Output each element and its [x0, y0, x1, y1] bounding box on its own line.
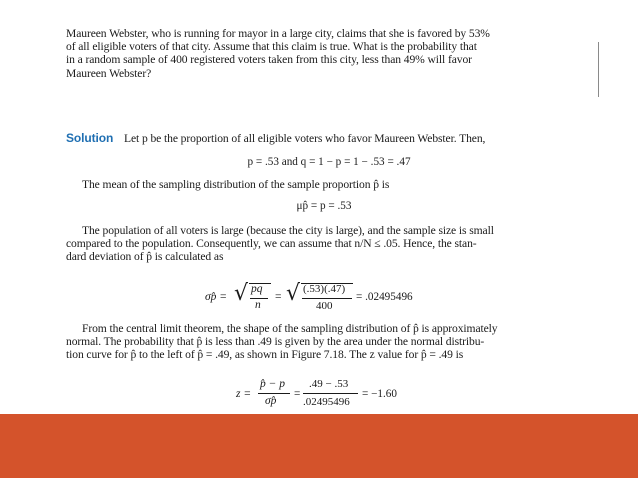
sd-eq: =: [275, 291, 282, 303]
z-den-1: σp̂: [265, 395, 277, 407]
z-result: = −1.60: [362, 388, 397, 400]
z-den-2: .02495496: [303, 396, 350, 408]
clt-line: normal. The probability that p̂ is less than .49 is given by the area under the normal distribu-: [66, 335, 485, 349]
solution-label: Solution: [66, 131, 114, 145]
z-num-1: p̂ − p: [260, 378, 286, 390]
equation-p-q: p = .53 and q = 1 − p = 1 − .53 = .47: [247, 156, 411, 168]
sd-den-2: 400: [316, 300, 333, 312]
footer-bar: [0, 414, 638, 478]
problem-line: Maureen Webster, who is running for mayor in a large city, claims that she is favored by 53%: [66, 27, 490, 40]
frac-bar-2: [302, 298, 352, 299]
z-lhs: z =: [236, 388, 252, 400]
margin-rule: [598, 42, 599, 97]
sd-paragraph: [66, 224, 606, 264]
mean-text: The mean of the sampling distribution of the sample proportion p̂ is: [82, 178, 390, 191]
sd-result: = .02495496: [356, 291, 413, 303]
sqrt-sign-1: √: [234, 281, 249, 306]
sd-den-1: n: [255, 299, 261, 311]
sd-line: dard deviation of p̂ is calculated as: [66, 250, 224, 264]
sd-line: compared to the population. Consequently, we can assume that n/N ≤ .05. Hence, the stan-: [66, 237, 477, 251]
solution-intro-row: [66, 132, 606, 145]
z-num-2: .49 − .53: [309, 378, 349, 390]
z-frac-bar-2: [303, 393, 358, 394]
sd-num-2: (.53)(.47): [303, 283, 346, 295]
clt-line: From the central limit theorem, the shape of the sampling distribution of p̂ is approximately: [82, 322, 498, 335]
clt-paragraph: [66, 322, 606, 362]
problem-line: Maureen Webster?: [66, 66, 152, 80]
solution-intro: Let p be the proportion of all eligible voters who favor Maureen Webster. Then,: [124, 132, 486, 145]
equation-mean: μp̂ = p = .53: [296, 200, 352, 212]
clt-line: tion curve for p̂ to the left of p̂ = .49, as shown in Figure 7.18. The z value for p̂ = .49 is: [66, 348, 464, 362]
z-frac-bar-1: [258, 393, 290, 394]
sd-lhs: σp̂ =: [205, 291, 228, 303]
sd-line: The population of all voters is large (because the city is large), and the sample size is small: [82, 224, 494, 237]
z-eq: =: [294, 388, 301, 400]
problem-line: of all eligible voters of that city. Assume that this claim is true. What is the probability that: [66, 40, 477, 54]
sd-num-1: pq: [251, 283, 263, 295]
problem-statement: [66, 27, 596, 80]
sqrt-sign-2: √: [286, 281, 301, 306]
problem-line: in a random sample of 400 registered voters taken from this city, less than 49% will favor: [66, 53, 472, 67]
